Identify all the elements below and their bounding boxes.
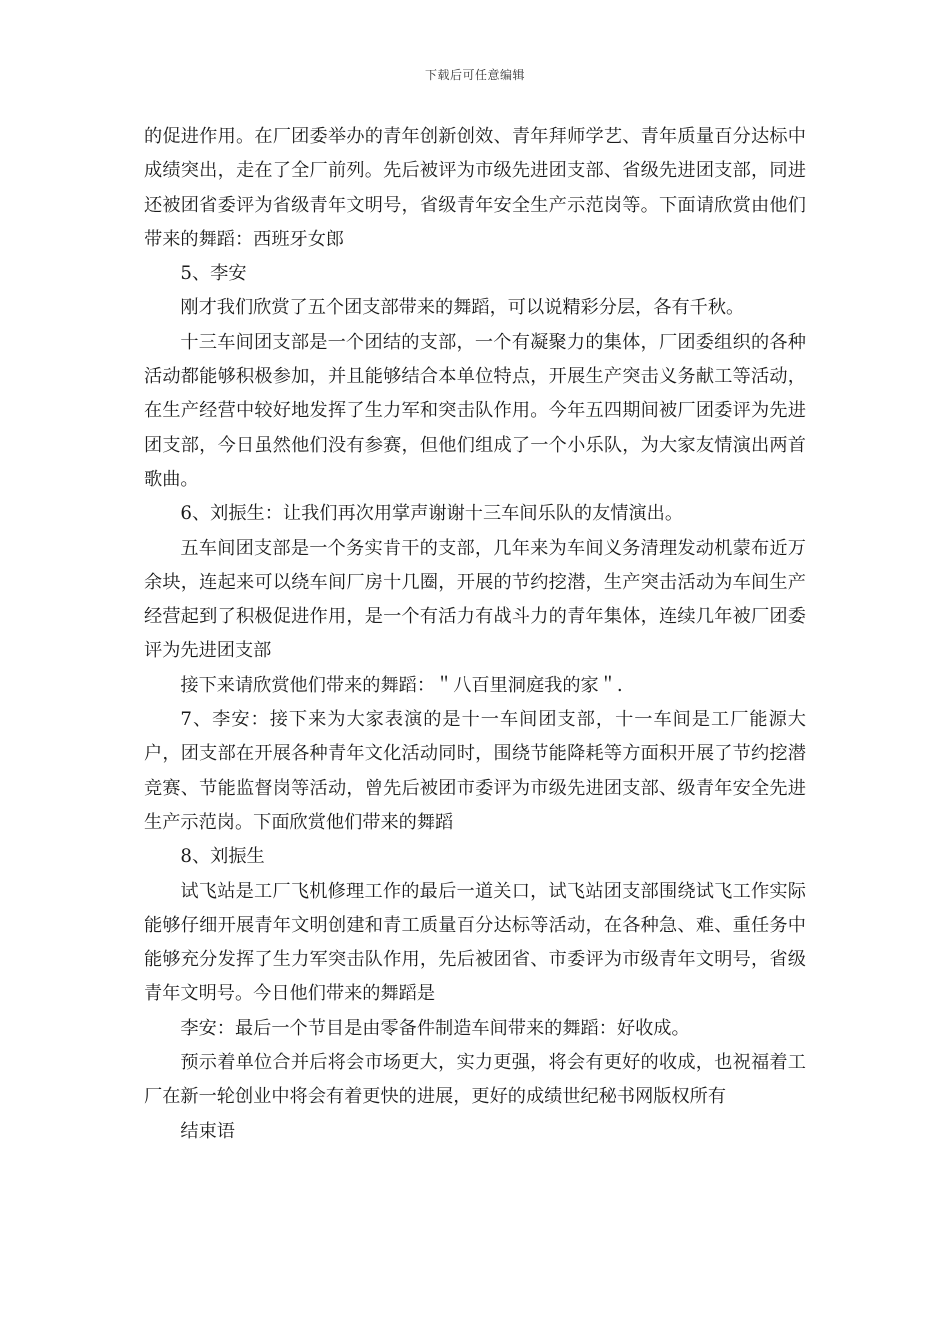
page-header: 下载后可任意编辑: [424, 68, 525, 82]
paragraph-4: 十三车间团支部是一个团结的支部，一个有凝聚力的集体，厂团委组织的各种活动都能够积极参加，并且能够结合本单位特点，开展生产突击义务献工等活动，在生产经营中较好地发挥了生力军和突击队作用。今年五四期间被厂团委评为先进团支部，今日虽然他们没有参赛，但他们组成了一个小乐队，为大家友情演出两首歌曲。: [144, 331, 806, 490]
paragraph-1: 的促进作用。在厂团委举办的青年创新创效、青年拜师学艺、青年质量百分达标中成绩突出，走在了全厂前列。先后被评为市级先进团支部、省级先进团支部，同进还被团省委评为省级青年文明号，省级青年安全生产示范岗等。下面请欣赏由他们带来的舞蹈：西班牙女郎: [144, 126, 806, 250]
document-body: [144, 120, 806, 1149]
paragraph-6: 五车间团支部是一个务实肯干的支部，几年来为车间义务清理发动机蒙布近万余块，连起来可以绕车间厂房十几圈，开展的节约挖潜，生产突击活动为车间生产经营起到了积极促进作用，是一个有活力有战斗力的青年集体，连续几年被厂团委评为先进团支部: [144, 537, 806, 662]
paragraph-13: 结束语: [180, 1120, 235, 1142]
paragraph-2: 5、李安: [180, 263, 247, 285]
paragraph-12: 预示着单位合并后将会市场更大，实力更强，将会有更好的收成，也祝福着工厂在新一轮创业中将会有着更快的进展，更好的成绩世纪秘书网版权所有: [144, 1052, 806, 1108]
paragraph-3: 刚才我们欣赏了五个团支部带来的舞蹈，可以说精彩分层，各有千秋。: [180, 297, 745, 319]
paragraph-11: 李安：最后一个节目是由零备件制造车间带来的舞蹈：好收成。: [180, 1017, 690, 1039]
paragraph-7: 接下来请欣赏他们带来的舞蹈：＂八百里洞庭我的家＂.: [180, 674, 623, 696]
paragraph-8: 7、李安：接下来为大家表演的是十一车间团支部，十一车间是工厂能源大户，团支部在开展各种青年文化活动同时，围绕节能降耗等方面积开展了节约挖潜竞赛、节能监督岗等活动，曾先后被团市委评为市级先进团支部、级青年安全先进生产示范岗。下面欣赏他们带来的舞蹈: [144, 709, 806, 833]
paragraph-9: 8、刘振生: [180, 846, 265, 868]
paragraph-10: 试飞站是工厂飞机修理工作的最后一道关口，试飞站团支部围绕试飞工作实际能够仔细开展青年文明创建和青工质量百分达标等活动，在各种急、难、重任务中能够充分发挥了生力军突击队作用，先后被团省、市委评为市级青年文明号，省级青年文明号。今日他们带来的舞蹈是: [144, 880, 806, 1005]
paragraph-5: 6、刘振生：让我们再次用掌声谢谢十三车间乐队的友情演出。: [180, 503, 684, 525]
